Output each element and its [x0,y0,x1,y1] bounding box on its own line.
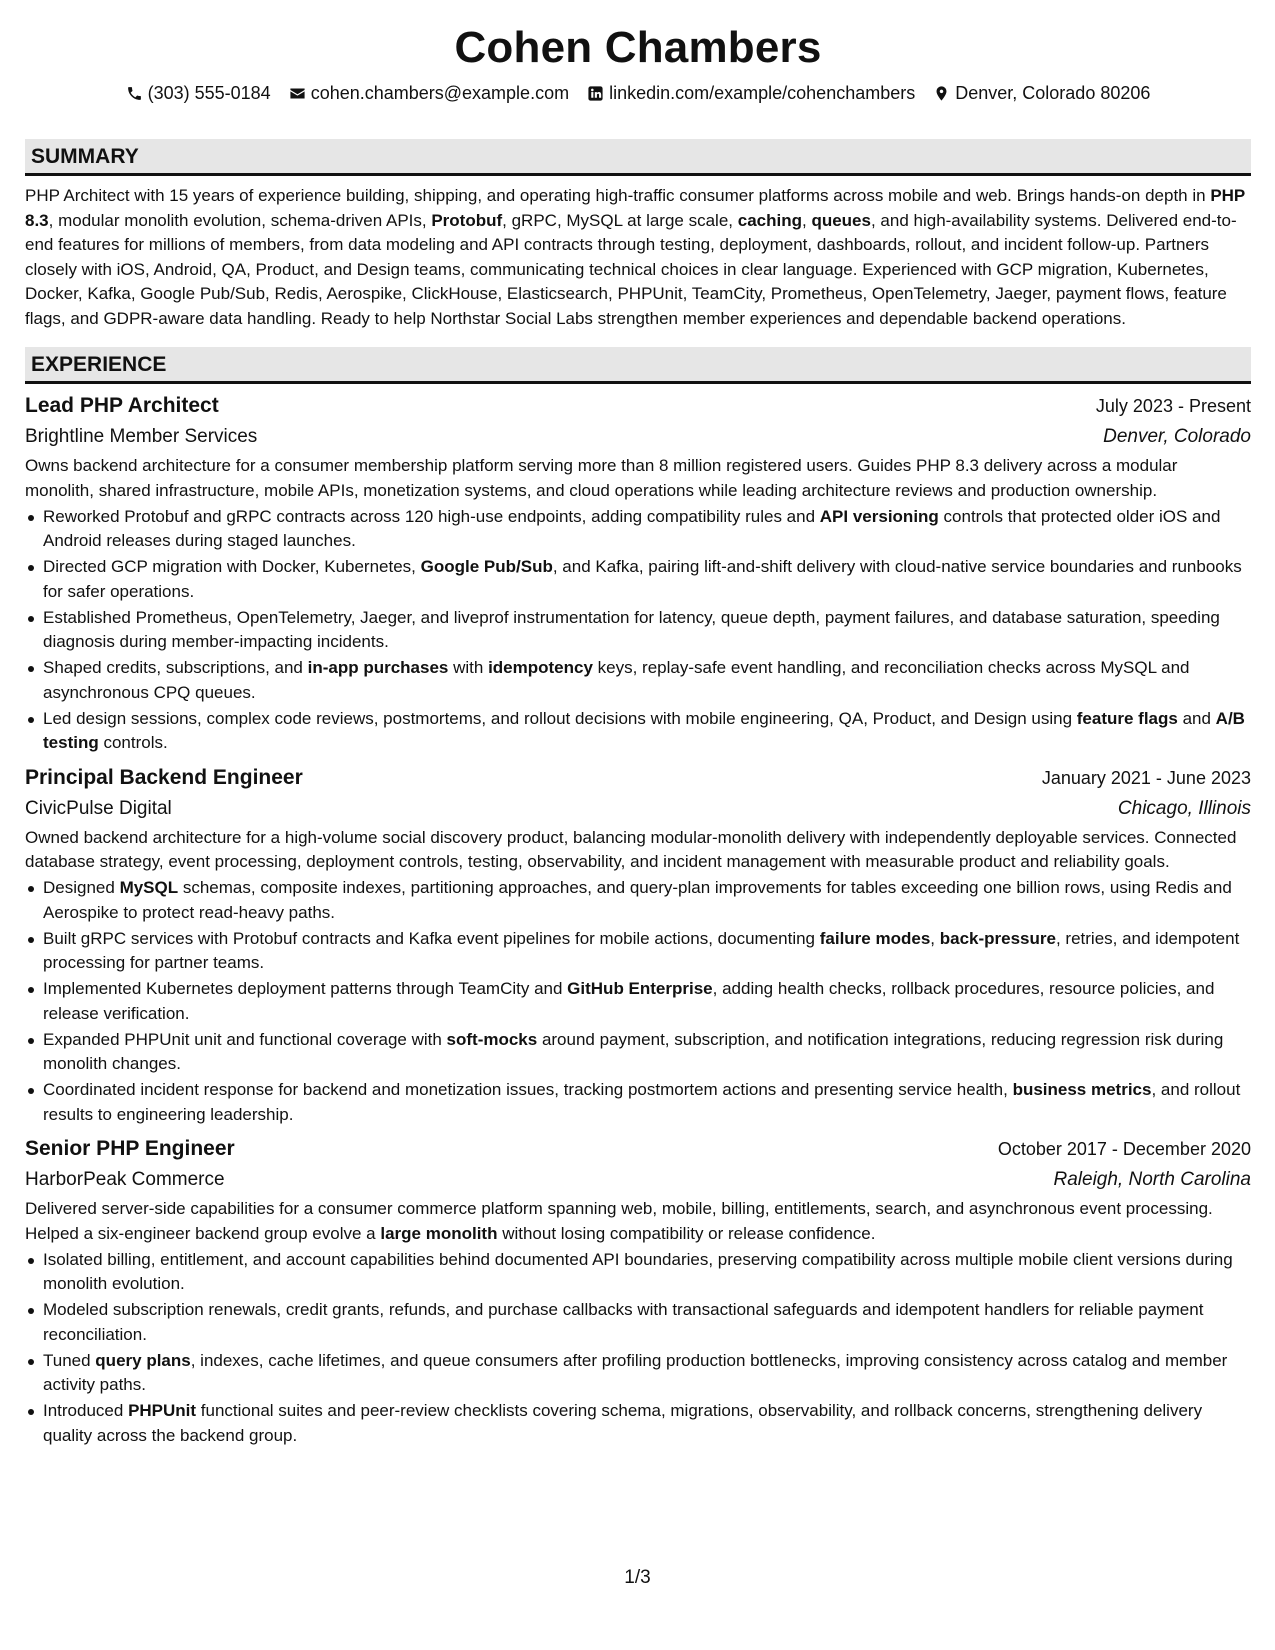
job-bullet [25,555,1251,604]
job-entry [25,1133,1251,1448]
text-run: , modular monolith evolution, schema-driven APIs, [48,210,432,230]
job-entry [25,390,1251,756]
bold-text: business metrics [1012,1080,1152,1099]
job-bullet [25,656,1251,705]
contact-bar [25,80,1251,106]
job-company: HarborPeak Commerce [25,1169,225,1190]
bold-text: in-app purchases [307,658,449,677]
text-run: , and Kafka, pairing lift-and-shift delivery with cloud-native service boundaries and runbooks for safer operations. [43,557,1242,601]
job-bullet [25,505,1251,554]
text-run: , retries, and idempotent processing for partner teams. [43,928,1240,972]
envelope-icon [289,85,306,102]
job-location: Chicago, Illinois [1117,797,1251,819]
bold-text: GitHub Enterprise [567,979,713,998]
job-bullet [25,1248,1251,1297]
bold-text: A/B testing [43,708,1245,752]
experience-list [25,390,1251,1448]
candidate-name: Cohen Chambers [454,23,822,72]
job-bullet [25,707,1251,756]
bold-text: Google Pub/Sub [420,557,553,576]
contact-phone [126,83,271,104]
text-run: around payment, subscription, and notification integrations, reducing regression risk during monolith changes. [43,1029,1224,1073]
summary-text [25,184,1251,331]
job-description [25,454,1251,503]
job-company: CivicPulse Digital [25,797,172,819]
text-run: schemas, composite indexes, partitioning approaches, and query-plan improvements for tables exceeding one billion rows, using Redis and Aerospike to protect read-heavy paths. [43,878,1232,922]
job-description [25,826,1251,875]
text-run: Built gRPC services with Protobuf contracts and Kafka event pipelines for mobile actions, documenting [43,928,820,948]
job-dates: July 2023 - Present [1095,396,1251,416]
job-location: Raleigh, North Carolina [1053,1169,1251,1190]
text-run: controls. [98,733,168,752]
text-run: , and high-availability systems. Delivered end-to-end features for millions of members, from data modeling and API contracts through testing, deployment, dashboards, rollout, and incident follow-up. Partners closely with iOS, Android, QA, Product, and Design teams, communicating technical choices in clear language. Experienced with GCP migration, Kubernetes, Docker, Kafka, Google Pub/Sub, Redis, Aerospike, ClickHouse, Elasticsearch, PHPUnit, TeamCity, Prometheus, OpenTelemetry, Jaeger, payment flows, feature flags, and GDPR-aware data handling. Ready to help Northstar Social Labs strengthen member experiences and dependable backend operations. [25,210,1237,328]
job-bullets [25,876,1251,1127]
job-bullet [25,1399,1251,1448]
job-dates: October 2017 - December 2020 [997,1139,1251,1159]
text-run: Directed GCP migration with Docker, Kubernetes, [43,557,421,576]
text-run: Owned backend architecture for a high-volume social discovery product, balancing modular-monolith delivery with independently deployable services. Connected database strategy, event processing, deployment controls, testing, observability, and incident management with measurable product and reliability goals. [25,827,1237,871]
experience-heading: EXPERIENCE [25,347,1251,384]
text-run: without losing compatibility or release confidence. [497,1223,876,1243]
text-run: Owns backend architecture for a consumer membership platform serving more than 8 million registered users. Guides PHP 8.3 delivery across a modular monolith, shared infrastructure, mobile APIs, monetization systems, and cloud operations while leading architecture reviews and production ownership. [25,456,1178,500]
job-title: Lead PHP Architect [25,394,219,417]
text-run: , gRPC, MySQL at large scale, [502,210,738,230]
job-bullets [25,505,1251,756]
bold-text: PHP 8.3 [25,186,1245,230]
text-run: Reworked Protobuf and gRPC contracts across 120 high-use endpoints, adding compatibility rules and [43,506,820,526]
text-run: Tuned [43,1350,96,1370]
text-run: Shaped credits, subscriptions, and [43,658,308,677]
bold-text: caching [737,210,802,230]
bold-text: Protobuf [431,210,503,230]
text-run: Modeled subscription renewals, credit grants, refunds, and purchase callbacks with transactional safeguards and idempotent handlers for reliable payment reconciliation. [43,1300,1204,1344]
text-run: Introduced [43,1401,129,1420]
bold-text: queues [811,210,871,230]
bold-text: PHPUnit [128,1401,197,1420]
text-run: and [1177,708,1216,728]
text-run: Established Prometheus, OpenTelemetry, Jaeger, and liveprof instrumentation for latency, queue depth, payment failures, and database saturation, speeding diagnosis during member-impacting incidents. [43,607,1220,651]
bold-text: soft-mocks [446,1029,538,1049]
text-run: , indexes, cache lifetimes, and queue consumers after profiling production bottlenecks, improving consistency across catalog and member activity paths. [43,1350,1228,1394]
job-bullet [25,1298,1251,1347]
contact-linkedin[interactable] [587,83,915,104]
phone-number: (303) 555-0184 [147,82,271,103]
linkedin-url[interactable]: linkedin.com/example/cohenchambers [609,82,916,103]
job-location: Denver, Colorado [1103,426,1251,447]
text-run: , [801,210,812,230]
page-number: 1/3 [624,1567,651,1588]
text-run: keys, replay-safe event handling, and reconciliation checks across MySQL and asynchronous CPQ queues. [43,658,1190,702]
text-run: functional suites and peer-review checklists covering schema, migrations, observability, and rollback concerns, strengthening delivery quality across the backend group. [43,1401,1203,1445]
text-run: Isolated billing, entitlement, and account capabilities behind documented API boundaries, preserving compatibility across multiple mobile client versions during monolith evolution. [43,1249,1233,1293]
text-run: , adding health checks, rollback procedures, resource policies, and release verification. [43,979,1215,1023]
text-run: Designed [43,878,120,897]
text-run: with [448,658,489,677]
job-entry [25,762,1251,1128]
job-company: Brightline Member Services [25,426,258,447]
text-run: Led design sessions, complex code reviews, postmortems, and rollout decisions with mobile engineering, QA, Product, and Design using [43,708,1077,728]
text-run: controls that protected older iOS and Android releases during staged launches. [43,506,1221,550]
job-title: Senior PHP Engineer [25,1137,235,1160]
job-bullet [25,977,1251,1026]
text-run: , [930,928,940,948]
resume-page [25,0,1251,1448]
job-bullet [25,927,1251,976]
map-pin-icon [933,85,950,102]
bold-text: failure modes [819,928,931,948]
job-bullet [25,606,1251,655]
job-bullet [25,1078,1251,1127]
bold-text: back-pressure [939,928,1056,948]
bold-text: MySQL [119,878,179,897]
bold-text: large monolith [380,1223,498,1243]
email-address[interactable]: cohen.chambers@example.com [310,82,570,103]
text-run: Expanded PHPUnit unit and functional coverage with [43,1029,447,1049]
text-run: Implemented Kubernetes deployment patterns through TeamCity and [43,979,568,998]
location-text: Denver, Colorado 80206 [955,82,1151,103]
text-run: PHP Architect with 15 years of experience building, shipping, and operating high-traffic consumer platforms across mobile and web. Brings hands-on depth in [25,186,1211,205]
job-title: Principal Backend Engineer [25,765,303,789]
job-dates: January 2021 - June 2023 [1041,767,1251,788]
phone-icon [126,85,143,102]
bold-text: API versioning [819,506,939,526]
job-bullet [25,1028,1251,1077]
bold-text: query plans [95,1350,191,1370]
summary-heading: SUMMARY [25,139,1251,176]
contact-email[interactable] [289,83,569,104]
text-run: Delivered server-side capabilities for a consumer commerce platform spanning web, mobile, billing, entitlements, search, and asynchronous event processing. Helped a six-engineer backend group evolve a [25,1199,1213,1243]
job-description [25,1197,1251,1246]
text-run: Coordinated incident response for backend and monetization issues, tracking postmortem actions and presenting service health, [43,1080,1013,1099]
job-bullets [25,1248,1251,1449]
bold-text: idempotency [488,658,593,677]
job-bullet [25,876,1251,925]
bold-text: feature flags [1076,708,1178,728]
linkedin-icon [587,85,604,102]
contact-location [933,83,1150,104]
text-run: , and rollout results to engineering leadership. [43,1080,1241,1124]
job-bullet [25,1349,1251,1398]
